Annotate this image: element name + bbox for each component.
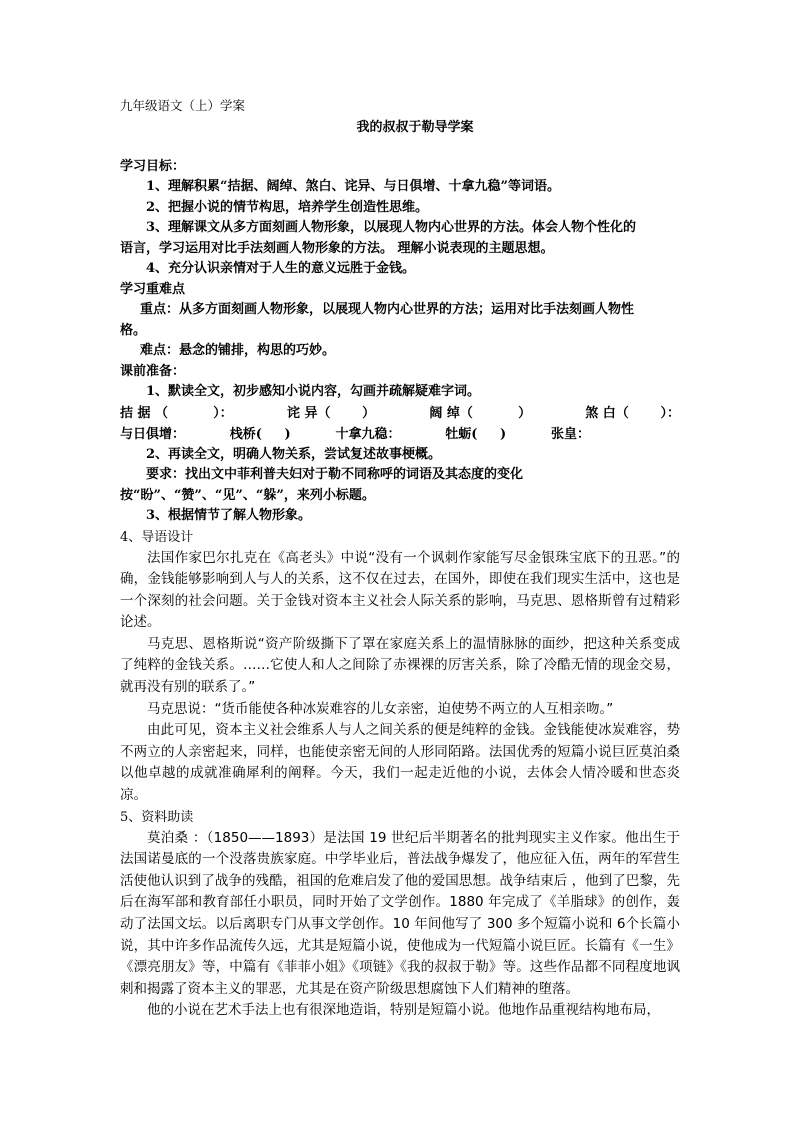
objectives-heading: 学习目标： <box>120 158 186 174</box>
objective-item: 1、理解积累“拮据、阔绰、煞白、诧异、与日俱增、十拿九稳”等词语。 <box>146 179 561 194</box>
vocab-item: 十拿九稳： <box>335 426 401 442</box>
vocab-item: 张皇： <box>550 426 590 442</box>
objective-item: 3、理解课文从多方面刻画人物形象，以展现人物内心世界的方法。体会人物个性化的 <box>146 220 637 235</box>
prep-heading: 课前准备： <box>120 363 186 379</box>
guide-heading: 4、导语设计 <box>120 529 194 545</box>
material-paragraph: 他的小说在艺术手法上也有很深地造诣，特别是短篇小说。他地作品重视结构地布局， <box>147 1002 660 1019</box>
prep-step-3: 3、根据情节了解人物形象。 <box>146 508 312 523</box>
vocab-row-2 <box>120 424 680 445</box>
material-paragraph: 莫泊桑 ：（1850——1893）是法国 19 世纪后半期著名的批判现实主义作家。他出生于法国诺曼底的一个没落贵族家庭。中学毕业后，普法战争爆发了，他应征入伍，两年的军营生活使他认识到了战争的残酷，祖国的危难启发了他的爱国思想。战争结束后 ，他到了巴黎，先后在海军部和教育部任小职员，同时开始了文学创作。1880 年完成了《羊脂球》的创作，轰动了法国文坛。以后离职专门从事文学创作。10 年间他写了 300 多个短篇小说和 6个长篇小说，其中许多作品流传久远，尤其是短篇小说，使他成为一代短篇小说巨匠。长篇有《一生》《漂亮朋友》等，中篇有《菲菲小姐》《项链》《我的叔叔于勒》等。这些作品都不同程度地讽刺和揭露了资本主义的罪恶，尤其是在资产阶级思想腐蚀下人们精神的堕落。 <box>120 829 680 997</box>
vocab-row-1 <box>120 403 680 424</box>
objective-item: 4、充分认识亲情对于人生的意义远胜于金钱。 <box>146 261 416 276</box>
keypoint-focus-cont: 格。 <box>120 322 147 338</box>
keypoints-heading: 学习重难点 <box>120 281 186 297</box>
page-title: 我的叔叔于勒导学案 <box>356 119 474 135</box>
objective-item: 2、把握小说的情节构思，培养学生创造性思维。 <box>146 199 429 215</box>
prep-requirement-cont: 按“盼”、“赞”、“见”、“躲”，来列小标题。 <box>120 487 375 503</box>
prep-requirement: 要求：找出文中菲利普夫妇对于勒不同称呼的词语及其态度的变化 <box>146 467 524 482</box>
guide-paragraph: 由此可见，资本主义社会维系人与人之间关系的便是纯粹的金钱。金钱能使冰炭难容，势不两立的人亲密起来，同样，也能使亲密无间的人形同陌路。法国优秀的短篇小说巨匠莫泊桑以他卓越的成就准确犀利的阐释。今天，我们一起走近他的小说，去体会人情冷暖和世态炎凉。 <box>120 722 680 804</box>
keypoint-focus: 重点：从多方面刻画人物形象，以展现人物内心世界的方法；运用对比手法刻画人物性 <box>140 302 635 317</box>
subject-header: 九年级语文（上）学案 <box>120 98 246 113</box>
vocab-item: 诧 异（ ） <box>286 405 376 421</box>
vocab-item: 阔 绰（ ） <box>429 405 532 421</box>
prep-step-2: 2、再读全文，明确人物关系，尝试复述故事梗概。 <box>146 446 442 462</box>
keypoint-difficulty: 难点：悬念的铺排，构思的巧妙。 <box>140 343 336 358</box>
guide-paragraph: 马克思、恩格斯说“资产阶级撕下了罩在家庭关系上的温情脉脉的面纱，把这种关系变成了纯粹的金钱关系。……它使人和人之间除了赤裸裸的厉害关系，除了冷酷无情的现金交易，就再没有别的联系了。” <box>120 635 680 696</box>
guide-paragraph: 马克思说：“货币能使各种冰炭难容的儿女亲密，迫使势不两立的人互相亲吻。” <box>147 700 614 717</box>
vocab-item: 栈桥( ) <box>229 426 291 442</box>
document-page <box>120 96 680 1022</box>
material-heading: 5、资料助读 <box>120 809 194 825</box>
prep-step-1: 1、默读全文，初步感知小说内容，勾画并疏解疑难字词。 <box>146 384 481 399</box>
objective-item-cont: 语言，学习运用对比手法刻画人物形象的方法。 理解小说表现的主题思想。 <box>120 240 554 256</box>
vocab-item: 牡蛎( ) <box>445 426 507 442</box>
vocab-item: 拮 据 （ ）： <box>120 405 233 421</box>
guide-paragraph: 法国作家巴尔扎克在《高老头》中说“没有一个讽刺作家能写尽金银珠宝底下的丑恶。”的确，金钱能够影响到人与人的关系，这不仅在过去，在国外，即使在我们现实生活中，这也是一个深刻的社会问题。关于金钱对资本主义社会人际关系的影响，马克思、恩格斯曾有过精彩论述。 <box>120 549 680 631</box>
vocab-item: 煞 白（ ）： <box>585 405 680 421</box>
vocab-item: 与日俱增： <box>120 426 186 442</box>
